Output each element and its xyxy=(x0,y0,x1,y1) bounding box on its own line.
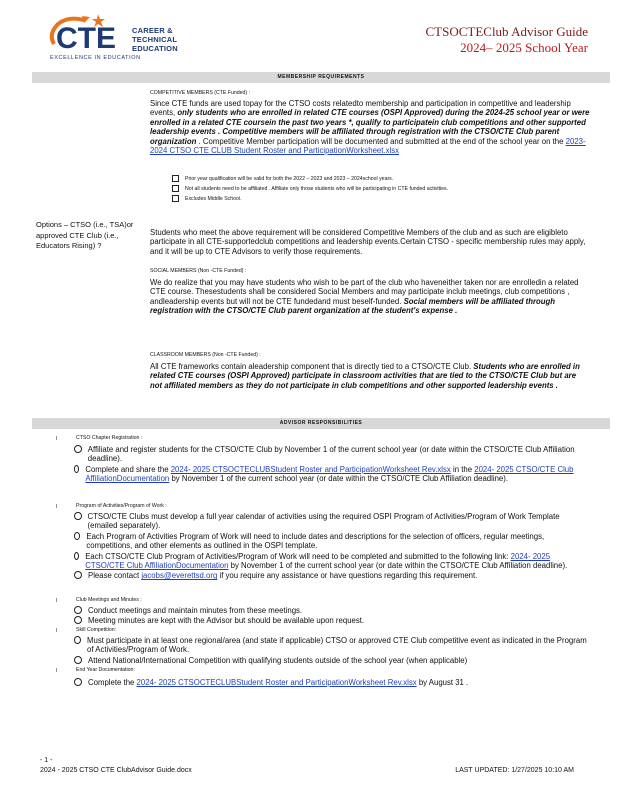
classroom-p4a: All CTE frameworks contain aleadership component that is directly tied to a CTSO/CTE Club. xyxy=(150,362,472,371)
end-year-list xyxy=(74,678,590,687)
list-item xyxy=(74,571,590,580)
list-item-text: Each Program of Activities Program of Work will need to include dates and descriptions for the selection of officers, regular meetings, competitions, and other elements as outlined in the OSPI template. xyxy=(86,531,545,551)
list-item-text: Conduct meetings and maintain minutes from these meetings. xyxy=(88,606,303,615)
bullet-prior-year xyxy=(172,175,592,183)
roman-numeral-5: I xyxy=(56,668,58,674)
roster-link-2024[interactable]: 2024- 2025 CTSOCTECLUBStudent Roster and ParticipationWorksheet Rev.xlsx xyxy=(170,464,451,474)
competitive-p1c: Competitive members will be affiliated through registration with the CTSO/CTE Club parent organization xyxy=(150,127,560,146)
affiliation-documentation-link[interactable]: 2024- 2025 CTSO/CTE Club AffiliationDocumentation xyxy=(85,464,574,484)
list-item-text xyxy=(85,552,590,571)
bullet-excludes xyxy=(172,195,592,203)
competitive-bullets xyxy=(172,175,592,203)
logo-line-3: EDUCATION xyxy=(132,44,178,53)
footer-last-updated: LAST UPDATED: 1/27/2025 10:10 AM xyxy=(455,767,574,774)
roster-link-end-year[interactable]: 2024- 2025 CTSOCTECLUBStudent Roster and ParticipationWorksheet Rev.xlsx xyxy=(136,678,417,687)
roman-numeral-3: I xyxy=(56,598,58,604)
circle-bullet-icon xyxy=(74,616,82,624)
circle-bullet-icon xyxy=(74,656,82,664)
social-members-heading: SOCIAL MEMBERS (Non -CTE Funded) : xyxy=(150,268,247,274)
document-title: CTSOCTEClub Advisor Guide xyxy=(425,24,588,39)
contact-email-link[interactable]: jacobs@everettsd.org xyxy=(141,571,218,581)
cte-logo-mark xyxy=(44,14,134,56)
competitive-eligibility-paragraph: Students who meet the above requirement will be considered Competitive Members of the club and as such are eligibleto participate in all CTE-supportedclub competitions and leadership events.Certain CTSO - specific membership rules may apply, and it will be up to CTE Advisors to verify those requirements. xyxy=(150,228,586,256)
circle-bullet-icon xyxy=(74,571,82,579)
list-item xyxy=(74,636,590,655)
cte-logo xyxy=(44,14,194,64)
classroom-members-heading: CLASSROOM MEMBERS (Non -CTE Funded) : xyxy=(150,352,261,358)
bullet-excludes-text: Excludes Middle School. xyxy=(185,195,242,202)
circle-bullet-icon xyxy=(74,552,79,560)
logo-line-1: CAREER & xyxy=(132,26,173,35)
classroom-paragraph xyxy=(150,362,590,390)
competitive-p1d: . Competitive Member participation will be documented and submitted at the end of the school year on the xyxy=(198,136,564,146)
circle-bullet-icon xyxy=(74,636,81,644)
options-label: Options – CTSO (i.e., TSA)or approved CTE Club (i.e., Educators Rising) ? xyxy=(36,220,134,250)
meetings-list xyxy=(74,606,590,626)
classroom-p4b: Students who are enrolled in related CTE courses (OSPI Approved) participate in classroom activities that are tied to the CTSO/CTE Club but are not affiliated members as they do not participate in club competitions and other supported leadership events . xyxy=(150,362,580,390)
text-fragment: by November 1 of the current school year (or date within the CTSO/CTE Club Affiliation deadline). xyxy=(171,474,509,484)
list-item-text: Meeting minutes are kept with the Advisor but should be available upon request. xyxy=(88,616,365,626)
social-paragraph xyxy=(150,278,590,316)
list-item-text: CTSO/CTE Clubs must develop a full year calendar of activities using the required OSPI Program of Activities/Program of Work Template (emailed separately). xyxy=(87,512,560,531)
program-of-activities-heading: Program of Activities/Program of Work : xyxy=(76,503,167,509)
membership-requirements-bar: MEMBERSHIP REQUIREMENTS xyxy=(32,72,610,83)
list-item xyxy=(74,678,590,687)
chapter-registration-heading: CTSO Chapter Registration : xyxy=(76,435,143,441)
list-item xyxy=(74,512,590,531)
square-bullet-icon xyxy=(172,195,179,202)
roman-numeral-4: I xyxy=(56,628,58,634)
competitive-members-heading: COMPETITIVE MEMBERS (CTE Funded) : xyxy=(150,90,251,96)
logo-tagline: EXCELLENCE IN EDUCATION xyxy=(50,55,141,61)
list-item-text xyxy=(88,678,468,687)
list-item-text: Attend National/International Competition with qualifying students outside of the school year (when applicable) xyxy=(88,655,468,665)
list-item xyxy=(74,606,590,615)
competition-list xyxy=(74,636,590,665)
roster-link-2023[interactable]: 2023- 2024 CTSO CTE CLUB Student Roster and ParticipationWorksheet.xlsx xyxy=(150,136,586,156)
list-item-text: Must participate in at least one regional/area (and state if applicable) CTSO or approved CTE Club competitive event as indicated in the Program of Activities/Program of Work. xyxy=(87,636,587,655)
text-fragment: Complete and share the xyxy=(85,464,169,474)
club-meetings-heading: Club Meetings and Minutes : xyxy=(76,597,142,603)
social-p3b: Social members will be affiliated through registration with the CTSO/CTE Club parent organization at the student's expense . xyxy=(150,296,556,316)
registration-list xyxy=(74,445,590,484)
text-fragment: Each CTSO/CTE Club Program of Activities/Program of Work will need to be completed and submitted to the following link: xyxy=(85,551,509,561)
advisor-responsibilities-bar: ADVISOR RESPONSIBILITIES xyxy=(32,418,610,429)
square-bullet-icon xyxy=(172,185,179,192)
roman-numeral-1: I xyxy=(56,436,58,442)
text-fragment: by August 31 . xyxy=(418,678,469,687)
list-item xyxy=(74,616,590,625)
social-p3a: We do realize that you may have students who wish to be part of the club who haveneither taken nor are enrolledin a related CTE course. Thesestudents shall be considered Social Members and may participate inclub meetings, club competitions , andleadership events but will not be CTE fundedand must beself-funded. xyxy=(150,278,579,306)
list-item-text: Affiliate and register students for the CTSO/CTE Club by November 1 of the current school year (or date within the CTSO/CTE Club Affiliation deadline). xyxy=(87,445,575,464)
list-item xyxy=(74,532,590,551)
affiliation-documentation-link[interactable]: 2024- 2025 CTSO/CTE Club AffiliationDocumentation xyxy=(85,551,551,571)
list-item xyxy=(74,552,590,571)
circle-bullet-icon xyxy=(74,512,82,520)
roman-numeral-2: I xyxy=(56,504,58,510)
competitive-paragraph xyxy=(150,99,590,155)
program-list xyxy=(74,512,590,581)
text-fragment: Please contact xyxy=(88,571,140,581)
list-item xyxy=(74,465,590,484)
logo-cte-letters: CTE xyxy=(56,22,116,55)
school-year: 2024– 2025 School Year xyxy=(460,40,588,55)
circle-bullet-icon xyxy=(74,606,82,614)
competitive-p1b: only students who are enrolled in related CTE courses (OSPI Approved) during the 2024-25 school year or were enrolled in a related CTE coursein the past two years *, qualify to participatein club competitions and other supported leadership events . xyxy=(150,108,590,137)
footer-doc-name: 2024 - 2025 CTSO CTE ClubAdvisor Guide.docx xyxy=(40,767,192,774)
square-bullet-icon xyxy=(172,175,179,182)
list-item xyxy=(74,656,590,665)
page-number: - 1 - xyxy=(40,757,53,764)
logo-line-2: TECHNICAL xyxy=(132,35,178,44)
bullet-not-all-text: Not all students need to be affiliated . Affiliate only those students who will be participating in CTE funded activities. xyxy=(185,185,449,192)
bullet-prior-year-text: Prior year qualification will be valid for both the 2022 – 2023 and 2023 – 2024school years. xyxy=(185,175,394,182)
list-item-text xyxy=(85,465,590,484)
bullet-not-all xyxy=(172,185,592,193)
text-fragment: Complete the xyxy=(88,678,135,687)
text-fragment: in the xyxy=(452,464,473,474)
text-fragment: by November 1 of the current school year (or date within the CTSO/CTE Club Affiliation deadline). xyxy=(230,561,568,571)
circle-bullet-icon xyxy=(74,465,79,473)
end-year-heading: End Year Documentation: xyxy=(76,667,135,673)
list-item-text xyxy=(88,571,477,580)
list-item xyxy=(74,445,590,464)
circle-bullet-icon xyxy=(74,678,82,686)
circle-bullet-icon xyxy=(74,532,80,540)
competitive-p1a: Since CTE funds are used topay for the CTSO costs relatedto membership and participation in competitive and leadership events, xyxy=(150,99,571,118)
text-fragment: if you require any assistance or have questions regarding this requirement. xyxy=(219,571,478,581)
circle-bullet-icon xyxy=(74,445,82,453)
skill-competition-heading: Skill Competition: xyxy=(76,627,117,633)
